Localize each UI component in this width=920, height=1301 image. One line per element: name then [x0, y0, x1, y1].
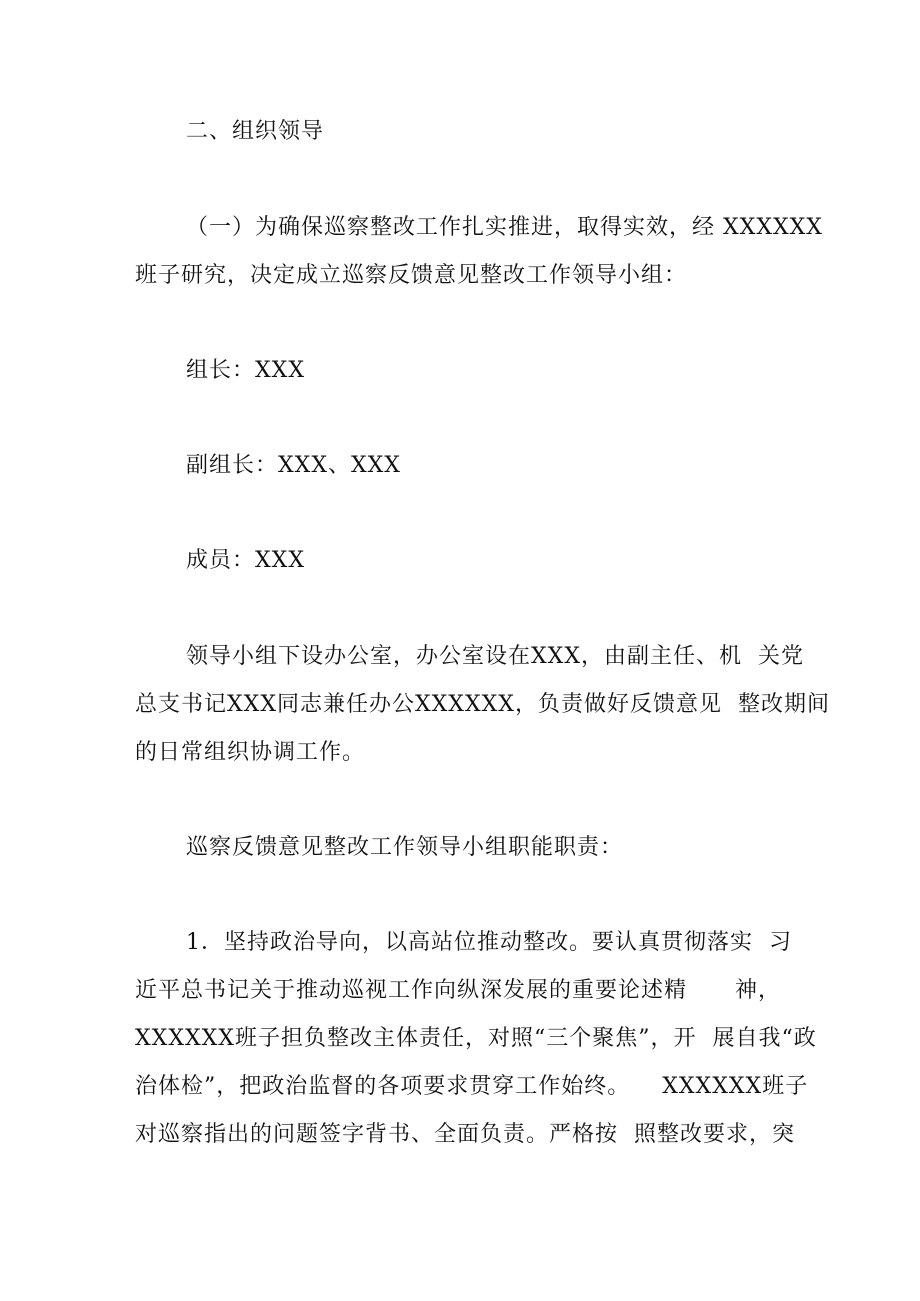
paragraph-1-line-1: （一）为确保巡察整改工作扎实推进，取得实效，经 XXXXXX: [186, 215, 823, 240]
paragraph-3-line-1: 1．坚持政治导向，以高站位推动整改。要认真贯彻落实 习: [186, 930, 792, 955]
deputy-leader-line: 副组长：XXX、XXX: [186, 453, 401, 478]
paragraph-2-line-1: 领导小组下设办公室，办公室设在XXX，由副主任、机 关党: [186, 644, 804, 669]
paragraph-1-line-2: 班子研究，决定成立巡察反馈意见整改工作领导小组：: [135, 263, 688, 288]
section-heading: 二、组织领导: [186, 119, 325, 144]
leader-line: 组长：XXX: [186, 358, 305, 383]
paragraph-3-line-3: XXXXXX班子担负整改主体责任，对照“三个聚焦”，开 展自我“政: [135, 1026, 817, 1051]
duties-heading: 巡察反馈意见整改工作领导小组职能职责：: [186, 835, 624, 860]
paragraph-3-line-5: 对巡察指出的问题签字背书、全面负责。严格按 照整改要求，突: [135, 1122, 795, 1147]
paragraph-3-line-2: 近平总书记关于推动巡视工作向纵深发展的重要论述精 神，: [135, 978, 781, 1003]
paragraph-2-line-2: 总支书记XXX同志兼任办公XXXXXX，负责做好反馈意见 整改期间: [135, 692, 830, 717]
paragraph-2-line-3: 的日常组织协调工作。: [135, 740, 366, 765]
paragraph-3-line-4: 治体检”，把政治监督的各项要求贯穿工作始终。 XXXXXX班子: [135, 1074, 809, 1099]
members-line: 成员：XXX: [186, 548, 305, 573]
